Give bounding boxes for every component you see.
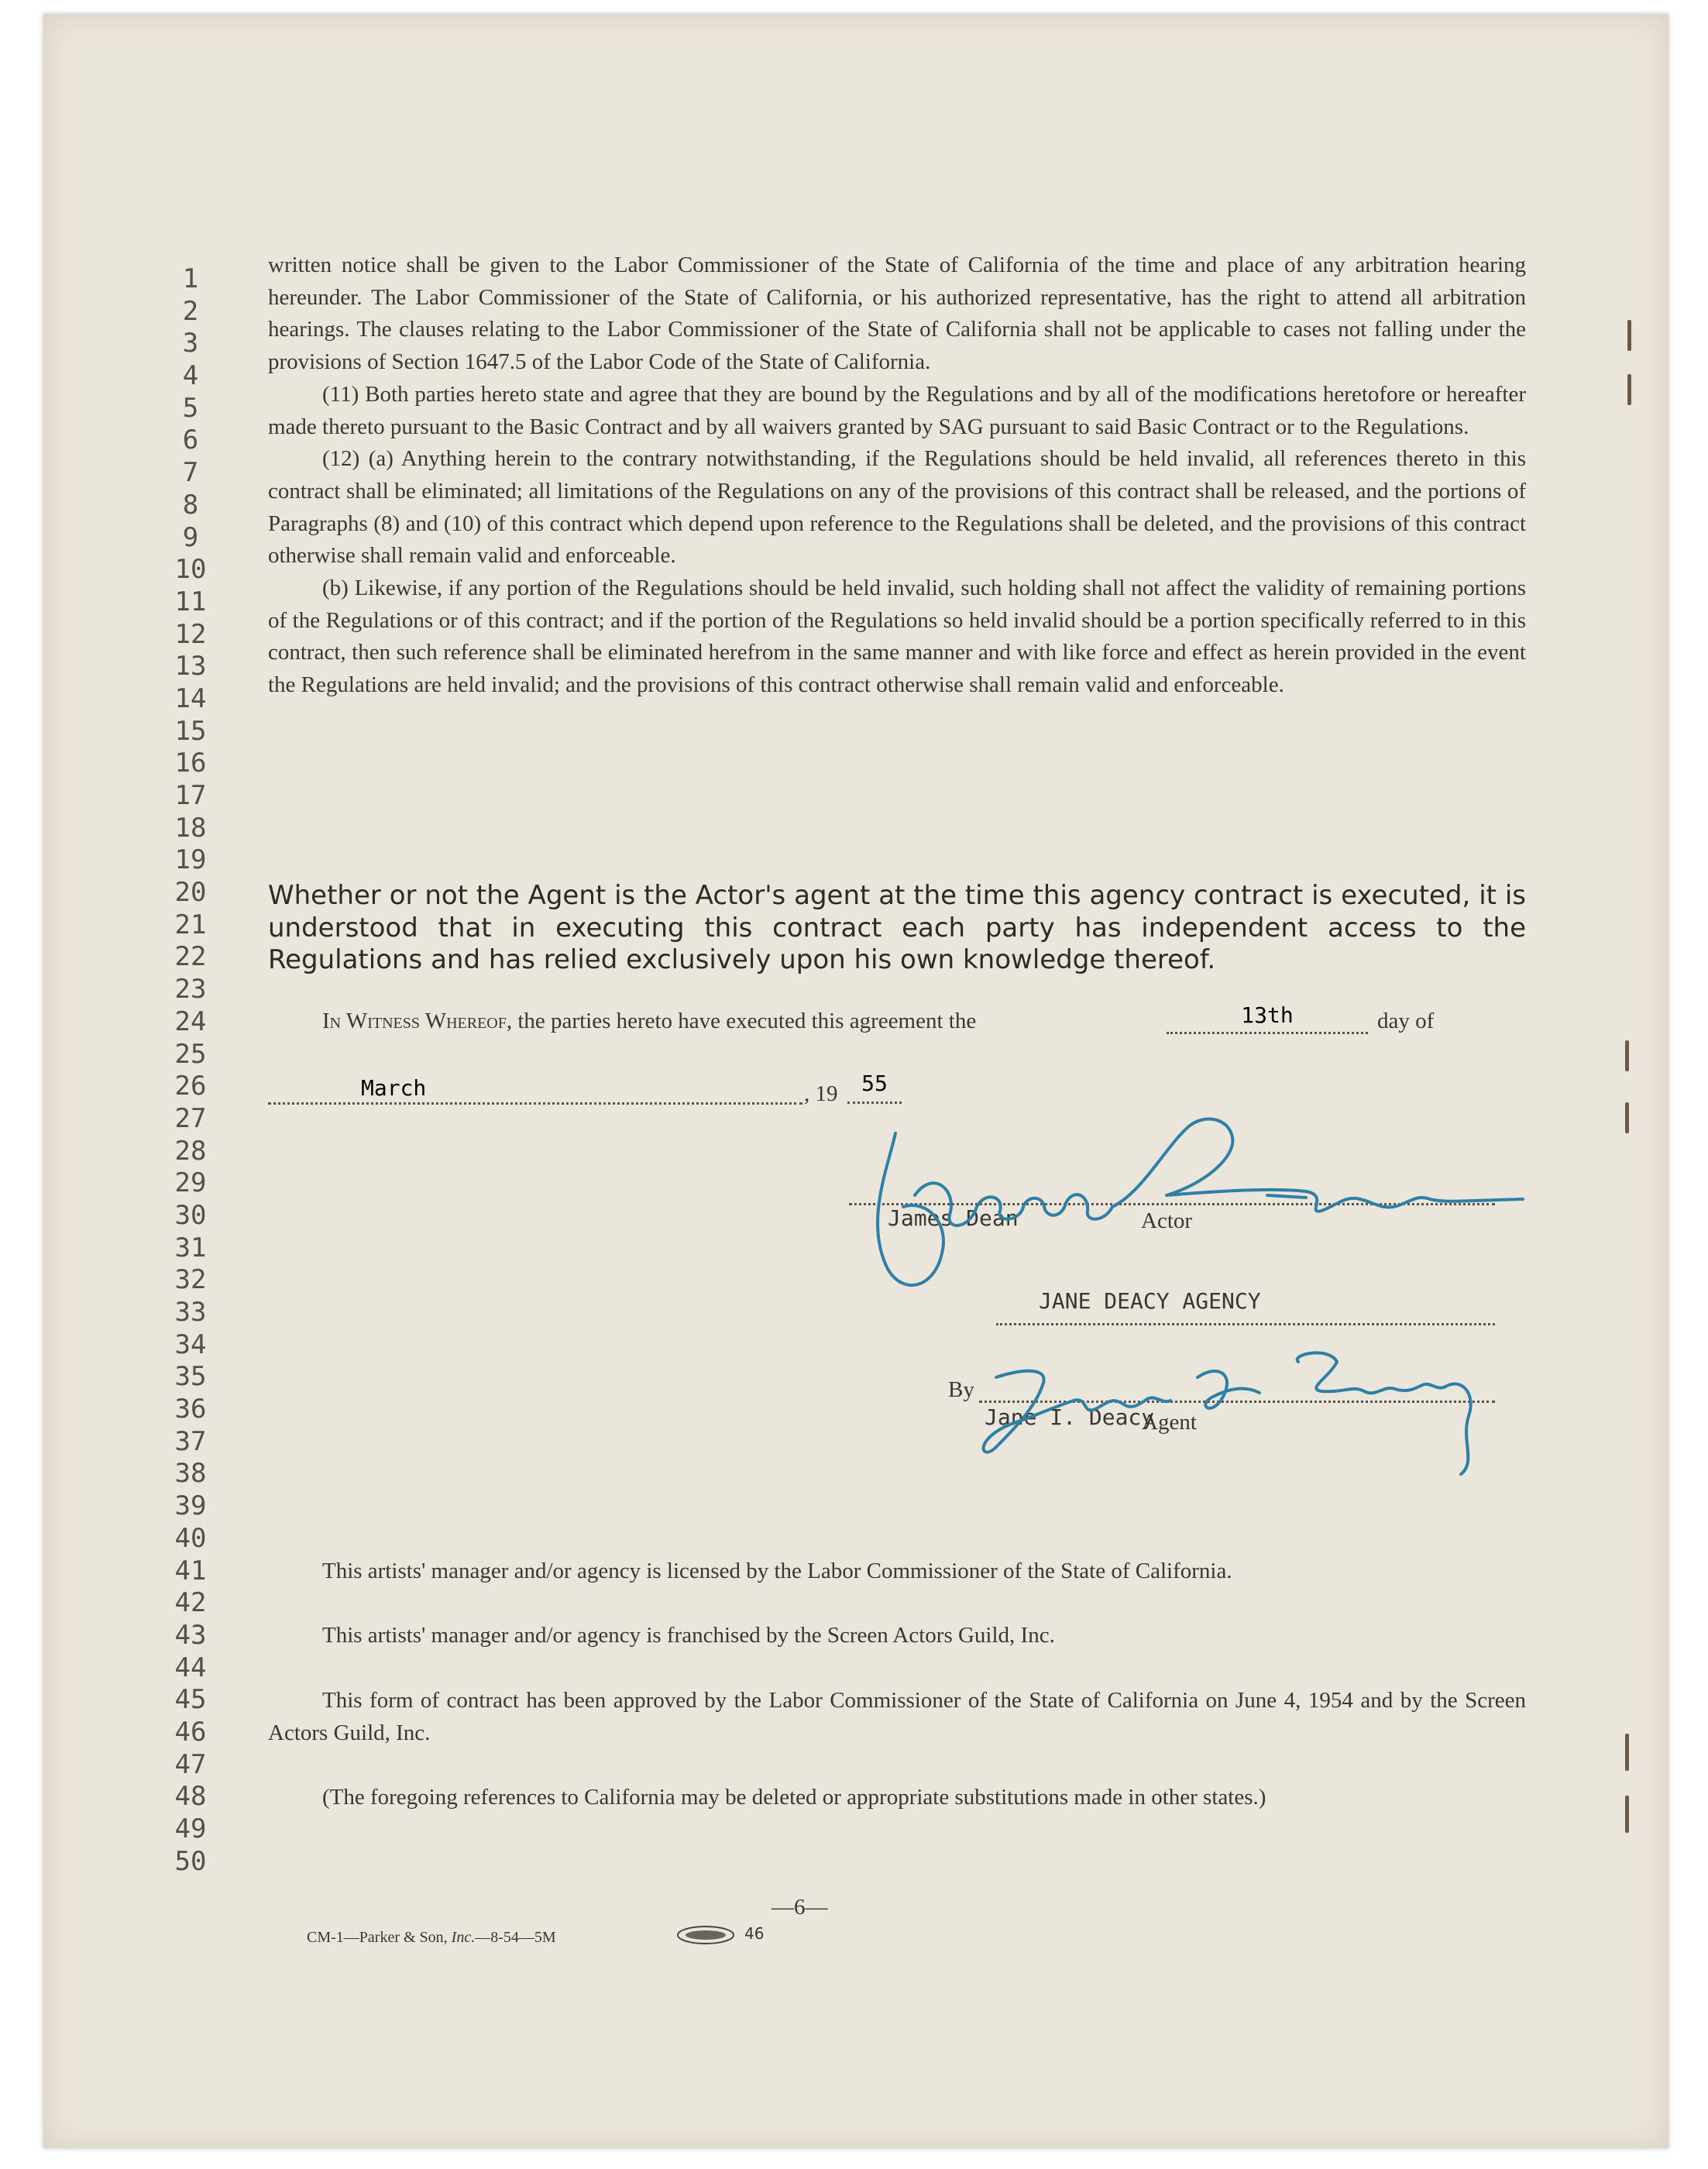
staple-mark (1625, 1040, 1629, 1071)
staple-mark (1627, 374, 1631, 405)
line-number: 38 (174, 1458, 207, 1490)
line-number: 49 (174, 1813, 207, 1844)
notices-section (268, 1555, 1526, 1588)
line-number: 3 (182, 328, 199, 359)
contract-page (43, 14, 1668, 2148)
line-number: 1 (182, 263, 199, 294)
line-number: 4 (182, 360, 199, 392)
witness-line (268, 1002, 1526, 1038)
licensed-notice: This artists' manager and/or agency is licensed by the Labor Commissioner of the State of California. (322, 1559, 1232, 1583)
agent-label: Agent (1142, 1410, 1197, 1435)
staple-mark (1625, 1102, 1629, 1133)
actor-signature (841, 1114, 1538, 1300)
line-number: 8 (182, 489, 199, 521)
line-number: 2 (182, 295, 199, 327)
agency-name: JANE DEACY AGENCY (1039, 1288, 1261, 1314)
line-number: 21 (174, 909, 207, 940)
witness-text: the parties hereto have executed this agreement the (517, 1009, 977, 1033)
line-number: 40 (174, 1522, 207, 1554)
agent-typed-name: Jane I. Deacy (985, 1404, 1155, 1430)
line-number: 50 (174, 1845, 207, 1877)
line-number: 23 (174, 974, 207, 1005)
line-number: 15 (174, 715, 207, 747)
regulations-access-notice: Whether or not the Agent is the Actor's agent at the time this agency contract is executed, it is understood that in executing this contract each party has independent access to the Regulations and has relied exclusively upon his own knowledge thereof. (268, 880, 1526, 976)
paragraph-11: (11) Both parties hereto state and agree that they are bound by the Regulations and by all of the modifications heretofore or hereafter made thereto pursuant to the Basic Contract and by all waivers granted by SAG pursuant to said Basic Contract or to the Regulations. (268, 381, 1526, 439)
franchised-section (268, 1620, 1526, 1652)
year-field: 55 (847, 1071, 902, 1104)
witness-prefix: In Witness Whereof, (322, 1009, 513, 1033)
month-field: March (268, 1075, 802, 1105)
line-number: 45 (174, 1684, 207, 1716)
day-of-label: day of (1377, 1009, 1435, 1033)
line-number: 7 (182, 457, 199, 489)
line-number: 48 (174, 1781, 207, 1813)
day-field: 13th (1167, 1002, 1368, 1034)
staple-mark (1625, 1734, 1629, 1771)
line-number: 12 (174, 618, 207, 650)
arbitration-notice-paragraph: written notice shall be given to the Labor Commissioner of the State of California of the time and place of any arbitration hearing hereunder. The Labor Commissioner of the State of California, or his authorized representative, has the right to attend all arbitration hearings. The clauses relating to the Labor Commissioner of the State of California shall not be applicable to cases not falling under the provisions of Section 1647.5 of the Labor Code of the State of California. (268, 253, 1526, 375)
actor-label: Actor (1141, 1208, 1193, 1233)
franchised-notice: This artists' manager and/or agency is franchised by the Screen Actors Guild, Inc. (322, 1623, 1055, 1648)
foregoing-section (268, 1782, 1526, 1814)
line-number: 5 (182, 392, 199, 424)
line-number: 6 (182, 425, 199, 456)
line-number: 28 (174, 1135, 207, 1167)
line-number: 14 (174, 682, 207, 714)
line-number: 10 (174, 554, 207, 586)
line-number: 18 (174, 812, 207, 844)
line-number: 31 (174, 1232, 207, 1263)
line-numbers (160, 263, 222, 1878)
staple-mark (1625, 1796, 1629, 1833)
line-number: 30 (174, 1199, 207, 1231)
paragraph-12a: (12) (a) Anything herein to the contrary notwithstanding, if the Regulations should be held invalid, all references thereto in this contract shall be eliminated; all limitations of the Regulations on any of the provisions of this contract shall be released, and the portions of Paragraphs (8) and (10) of this contract which depend upon reference to the Regulations shall be deleted, and the provisions of this contract otherwise shall remain valid and enforceable. (268, 446, 1526, 569)
imprint-inc: Inc. (451, 1929, 476, 1946)
clauses-section (268, 249, 1526, 702)
bold-notice (268, 880, 1526, 977)
approved-notice: This form of contract has been approved by the Labor Commissioner of the State of California on June 4, 1954 and by the Screen Actors Guild, Inc. (268, 1688, 1526, 1745)
foregoing-notice: (The foregoing references to California may be deleted or appropriate substitutions made in other states.) (322, 1785, 1266, 1810)
line-number: 26 (174, 1071, 207, 1102)
line-number: 16 (174, 748, 207, 779)
staple-mark (1627, 320, 1631, 351)
date-line (268, 1071, 1526, 1111)
line-number: 29 (174, 1167, 207, 1199)
line-number: 11 (174, 586, 207, 617)
line-number: 9 (182, 521, 199, 553)
line-number: 42 (174, 1587, 207, 1619)
agency-line (996, 1323, 1495, 1325)
line-number: 32 (174, 1264, 207, 1296)
line-number: 46 (174, 1716, 207, 1748)
union-label-number: 46 (744, 1924, 765, 1943)
approved-section (268, 1685, 1526, 1749)
line-number: 41 (174, 1555, 207, 1586)
actor-typed-name: James Dean (888, 1205, 1019, 1231)
paragraph-12b: (b) Likewise, if any portion of the Regulations should be held invalid, such holding shall not affect the validity of remaining portions of the Regulations or of this contract; and if the portion of the Regulations so held invalid should be a portion specifically referred to in this contract, then such reference shall be eliminated herefrom in the same manner and with like force and effect as herein provided in the event the Regulations are held invalid; and the provisions of this contract otherwise shall remain valid and enforceable. (268, 576, 1526, 698)
agent-signature (965, 1331, 1507, 1486)
line-number: 37 (174, 1425, 207, 1457)
line-number: 17 (174, 780, 207, 811)
line-number: 39 (174, 1490, 207, 1522)
union-label-icon (675, 1924, 737, 1946)
line-number: 24 (174, 1005, 207, 1037)
printer-imprint (307, 1929, 556, 1947)
line-number: 36 (174, 1394, 207, 1425)
line-number: 22 (174, 941, 207, 973)
line-number: 19 (174, 844, 207, 876)
line-number: 47 (174, 1748, 207, 1780)
line-number: 35 (174, 1361, 207, 1393)
imprint-prefix: CM-1—Parker & Son, (307, 1929, 448, 1946)
page-number: —6— (772, 1895, 828, 1920)
line-number: 44 (174, 1652, 207, 1683)
line-number: 43 (174, 1619, 207, 1651)
line-number: 34 (174, 1329, 207, 1360)
year-prefix: , 19 (804, 1081, 838, 1106)
imprint-suffix: —8-54—5M (475, 1929, 556, 1946)
line-number: 25 (174, 1038, 207, 1070)
line-number: 27 (174, 1102, 207, 1134)
by-label: By (948, 1377, 974, 1402)
line-number: 13 (174, 651, 207, 682)
line-number: 20 (174, 877, 207, 909)
line-number: 33 (174, 1297, 207, 1328)
